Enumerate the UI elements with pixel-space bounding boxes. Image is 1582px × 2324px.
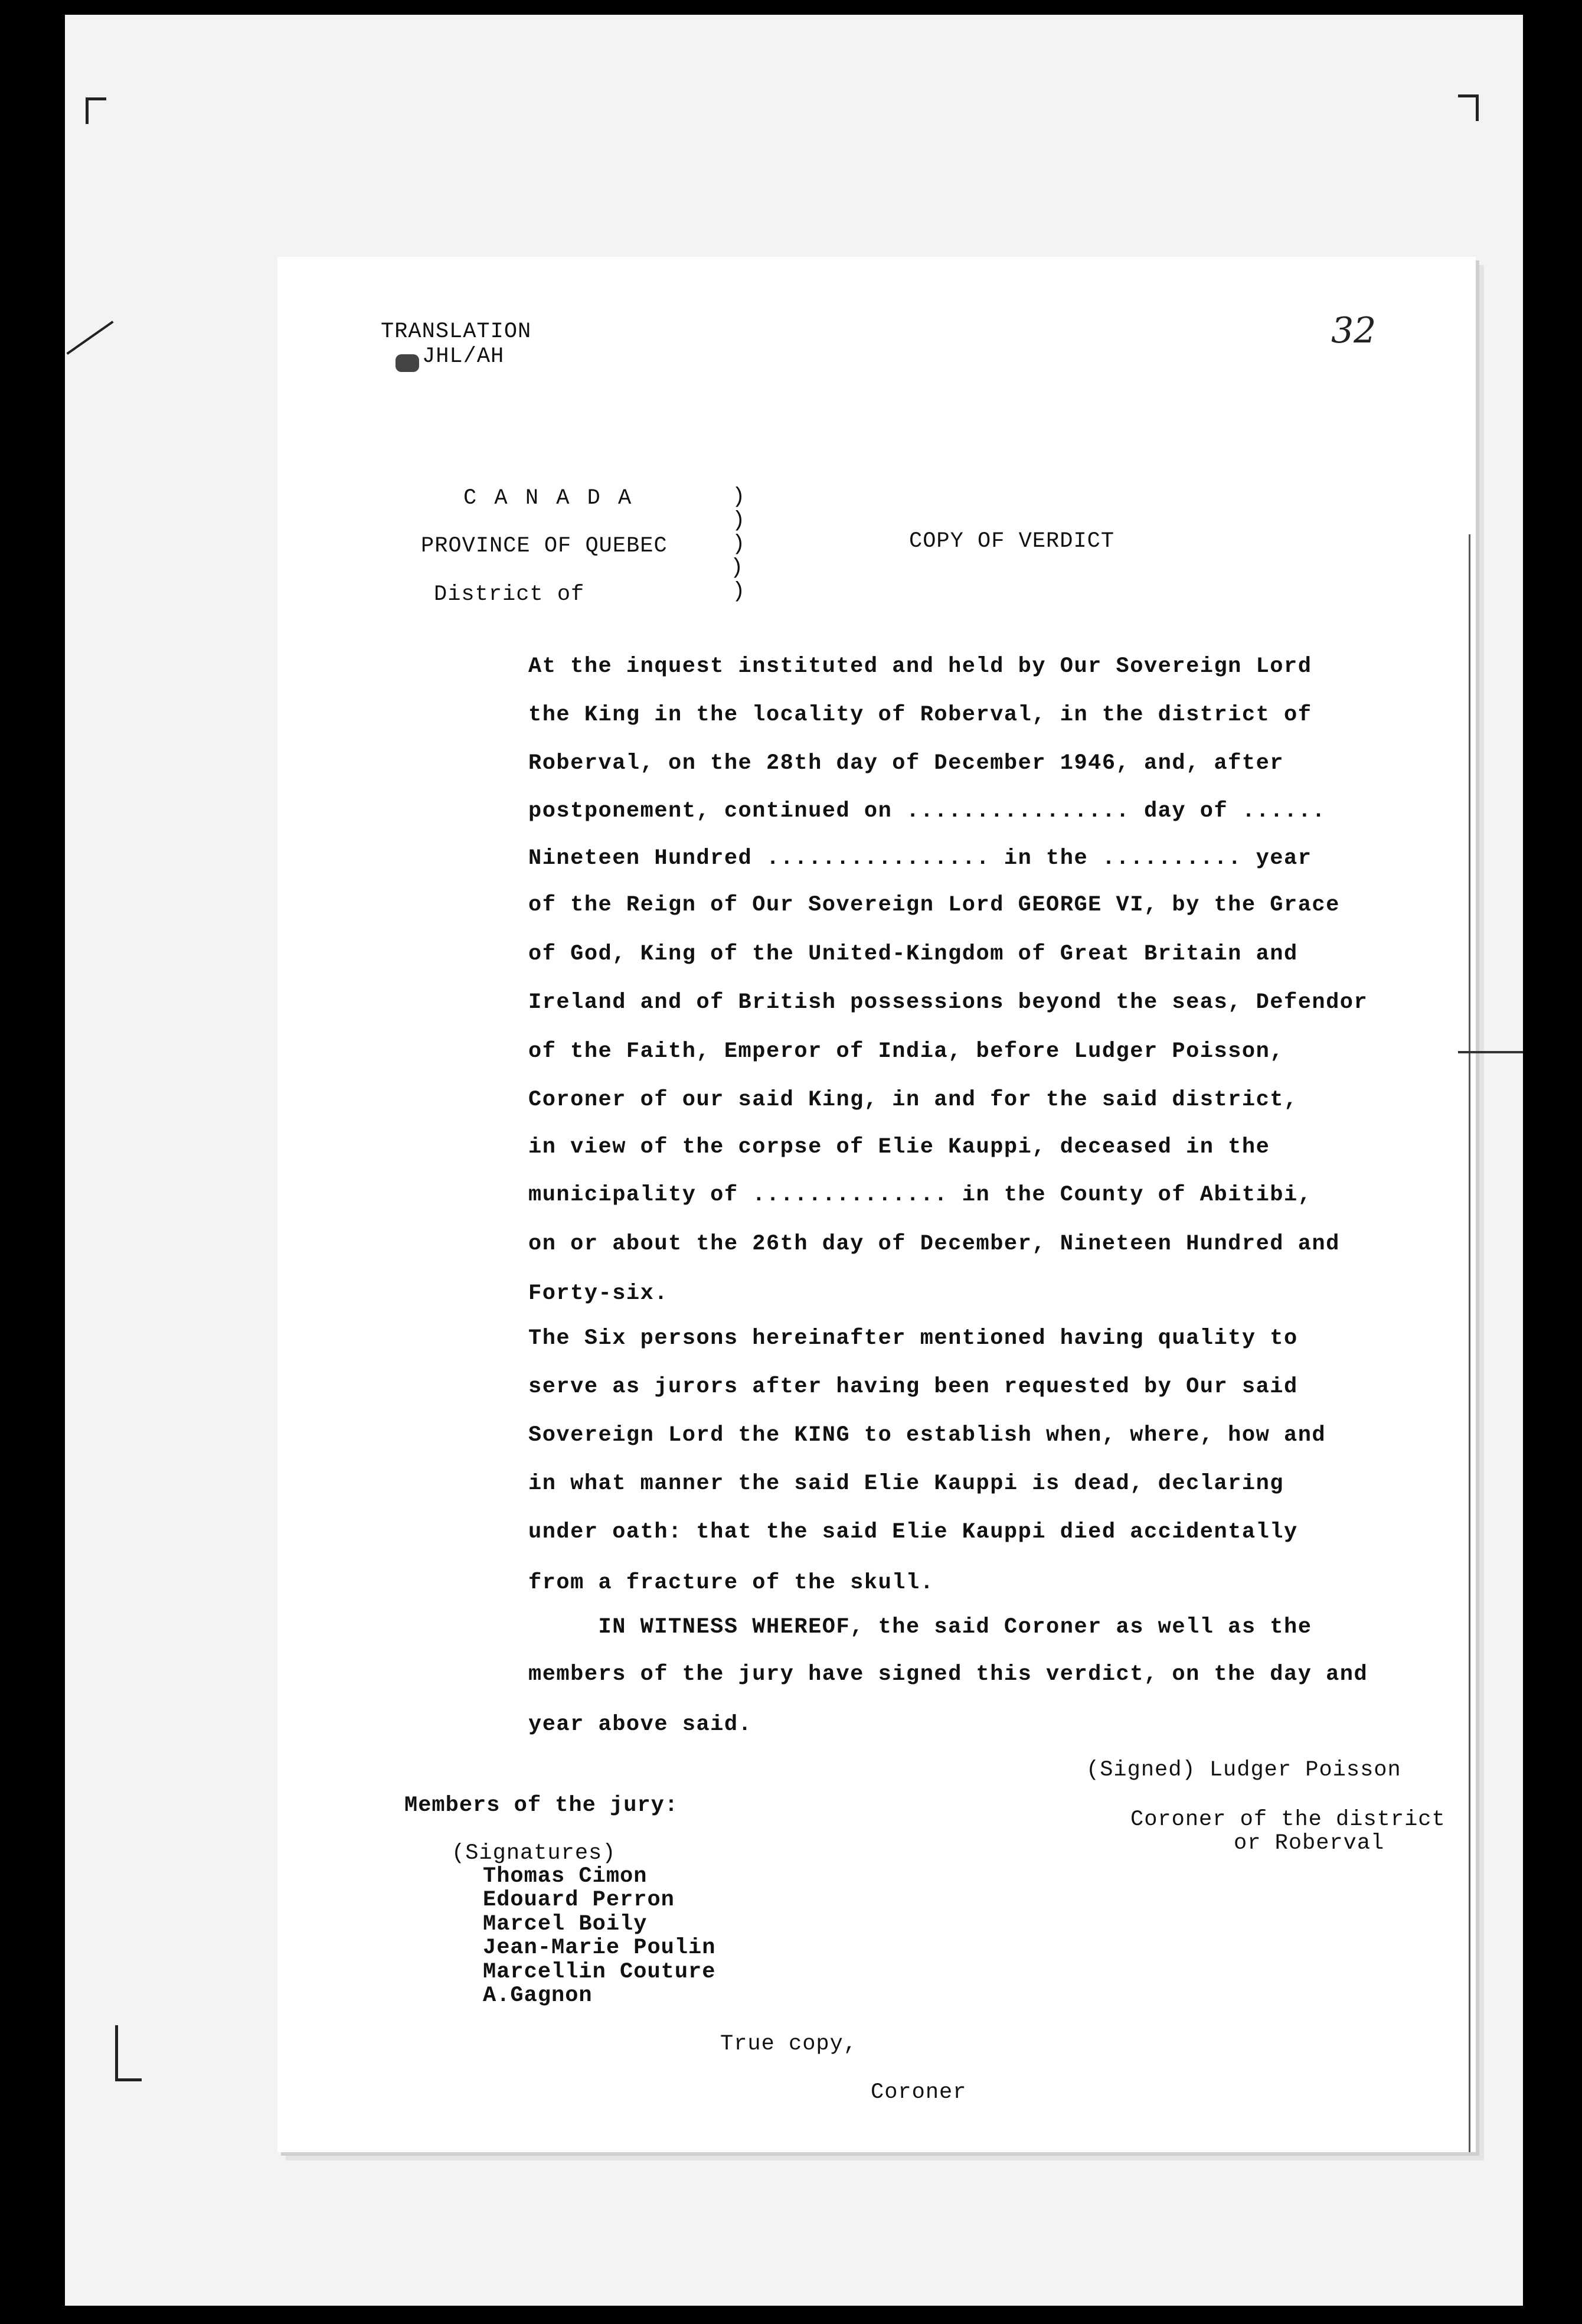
body-line: municipality of .............. in the County of Abitibi, <box>528 1183 1312 1207</box>
jury-heading: Members of the jury: <box>404 1793 679 1818</box>
body-line: Roberval, on the 28th day of December 1946, and, after <box>528 751 1284 776</box>
body-line: members of the jury have signed this verdict, on the day and <box>528 1662 1368 1687</box>
body-line: Ireland and of British possessions beyond the seas, Defendor <box>528 990 1368 1015</box>
caption-paren: ) <box>730 556 744 580</box>
body-line: postponement, continued on ................ day of ...... <box>528 799 1326 824</box>
ink-smudge <box>396 354 419 372</box>
body-line: Coroner of our said King, in and for the said district, <box>528 1088 1298 1112</box>
jury-member: Marcel Boily <box>483 1912 648 1937</box>
caption-paren: ) <box>732 579 746 604</box>
jury-member: Edouard Perron <box>483 1888 675 1912</box>
body-line: The Six persons hereinafter mentioned having quality to <box>528 1326 1298 1351</box>
jury-member: Marcellin Couture <box>483 1960 716 1984</box>
body-line: IN WITNESS WHEREOF, the said Coroner as well as the <box>528 1615 1312 1640</box>
body-line: of the Faith, Emperor of India, before Ludger Poisson, <box>528 1039 1284 1064</box>
body-line: in view of the corpse of Elie Kauppi, deceased in the <box>528 1135 1270 1160</box>
crop-mark-bottom-left <box>115 2025 142 2081</box>
signed-coroner: (Signed) Ludger Poisson <box>1086 1758 1401 1783</box>
jury-member: A.Gagnon <box>483 1983 593 2008</box>
page-number-handwritten: 32 <box>1331 310 1377 351</box>
body-line: serve as jurors after having been requested by Our said <box>528 1375 1298 1399</box>
caption-paren: ) <box>732 485 746 510</box>
body-line: Sovereign Lord the KING to establish when, where, how and <box>528 1423 1326 1448</box>
film-scratch <box>1458 1051 1523 1053</box>
page-edge-shadow <box>1469 534 1470 2152</box>
body-line: from a fracture of the skull. <box>528 1571 934 1595</box>
jury-member: Jean-Marie Poulin <box>483 1935 716 1960</box>
coroner-title-line1: Coroner of the district <box>1130 1807 1446 1832</box>
body-line: in what manner the said Elie Kauppi is dead, declaring <box>528 1471 1284 1496</box>
crop-mark-top-right <box>1458 94 1479 121</box>
caption-paren: ) <box>732 508 746 533</box>
true-copy-label: True copy, <box>720 2032 858 2057</box>
translation-label: TRANSLATION <box>381 319 532 344</box>
body-line: under oath: that the said Elie Kauppi died accidentally <box>528 1520 1298 1545</box>
caption-country: C A N A D A <box>463 486 634 511</box>
body-line: of the Reign of Our Sovereign Lord GEORGE VI, by the Grace <box>528 893 1340 918</box>
caption-district: District of <box>434 582 585 607</box>
body-line: the King in the locality of Roberval, in the district of <box>528 703 1312 727</box>
body-line: At the inquest instituted and held by Our Sovereign Lord <box>528 654 1312 679</box>
signatures-label: (Signatures) <box>452 1841 616 1866</box>
coroner-title-line2: or Roberval <box>1234 1831 1385 1856</box>
jury-member: Thomas Cimon <box>483 1864 648 1889</box>
body-line: year above said. <box>528 1712 753 1737</box>
crop-mark-top-left <box>86 97 106 124</box>
document-title: COPY OF VERDICT <box>909 529 1115 554</box>
footer-coroner: Coroner <box>871 2080 967 2105</box>
body-line: on or about the 26th day of December, Nineteen Hundred and <box>528 1232 1340 1256</box>
body-line: Forty-six. <box>528 1281 669 1306</box>
body-line: of God, King of the United-Kingdom of Great Britain and <box>528 942 1298 967</box>
body-line: Nineteen Hundred ................ in the .......... year <box>528 846 1312 871</box>
caption-paren: ) <box>732 532 746 557</box>
caption-province: PROVINCE OF QUEBEC <box>421 534 668 559</box>
reference-code: JHL/AH <box>422 344 505 369</box>
